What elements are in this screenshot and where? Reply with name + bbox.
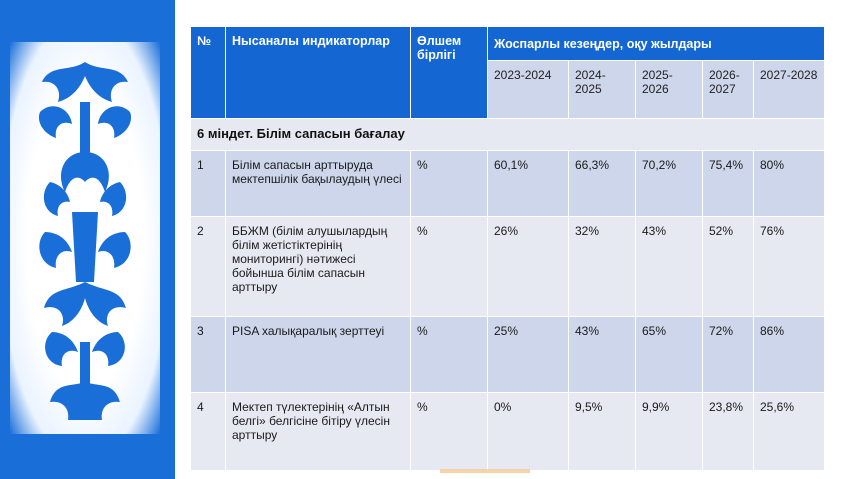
row-value: 86% (754, 317, 825, 393)
row-value: 32% (569, 217, 636, 317)
year-cell: 2023-2024 (488, 61, 569, 119)
row-indicator: PISA халықаралық зерттеуі (226, 317, 411, 393)
row-value: 25,6% (754, 393, 825, 471)
row-value: 0% (488, 393, 569, 471)
row-indicator: ББЖМ (білім алушылардың білім жетістіктерінің мониторингі) нәтижесі бойынша білім сапасын арттыру (226, 217, 411, 317)
kazakh-ornament-panel (10, 42, 160, 434)
year-cell: 2025-2026 (636, 61, 703, 119)
row-indicator: Білім сапасын арттыруда мектепшілік бақылаудың үлесі (226, 151, 411, 217)
table-row (191, 151, 825, 217)
decorative-sidebar (0, 0, 175, 479)
row-value: 66,3% (569, 151, 636, 217)
header-periods: Жоспарлы кезеңдер, оқу жылдары (488, 27, 825, 61)
year-cell: 2027-2028 (754, 61, 825, 119)
row-value: 25% (488, 317, 569, 393)
ornament-icon (10, 42, 160, 434)
row-num: 2 (191, 217, 226, 317)
row-value: 60,1% (488, 151, 569, 217)
row-value: 65% (636, 317, 703, 393)
row-value: 75,4% (703, 151, 754, 217)
row-value: 70,2% (636, 151, 703, 217)
indicators-table (190, 26, 825, 471)
footer-accent-line (440, 469, 530, 473)
row-value: 80% (754, 151, 825, 217)
row-value: 76% (754, 217, 825, 317)
table-row (191, 393, 825, 471)
header-num: № (191, 27, 226, 119)
row-num: 3 (191, 317, 226, 393)
year-cell: 2026-2027 (703, 61, 754, 119)
header-unit: Өлшем бірлігі (411, 27, 488, 119)
row-value: 43% (636, 217, 703, 317)
row-unit: % (411, 151, 488, 217)
row-unit: % (411, 393, 488, 471)
row-value: 9,5% (569, 393, 636, 471)
table-row (191, 217, 825, 317)
row-unit: % (411, 217, 488, 317)
row-value: 26% (488, 217, 569, 317)
row-indicator: Мектеп түлектерінің «Алтын белгі» белгісіне бітіру үлесін арттыру (226, 393, 411, 471)
row-value: 72% (703, 317, 754, 393)
row-num: 4 (191, 393, 226, 471)
section-title: 6 міндет. Білім сапасын бағалау (191, 119, 825, 151)
row-value: 52% (703, 217, 754, 317)
row-value: 43% (569, 317, 636, 393)
header-indicators: Нысаналы индикаторлар (226, 27, 411, 119)
row-unit: % (411, 317, 488, 393)
row-value: 23,8% (703, 393, 754, 471)
year-cell: 2024-2025 (569, 61, 636, 119)
table-header-row (191, 27, 825, 61)
row-value: 9,9% (636, 393, 703, 471)
table-row (191, 317, 825, 393)
section-row (191, 119, 825, 151)
row-num: 1 (191, 151, 226, 217)
